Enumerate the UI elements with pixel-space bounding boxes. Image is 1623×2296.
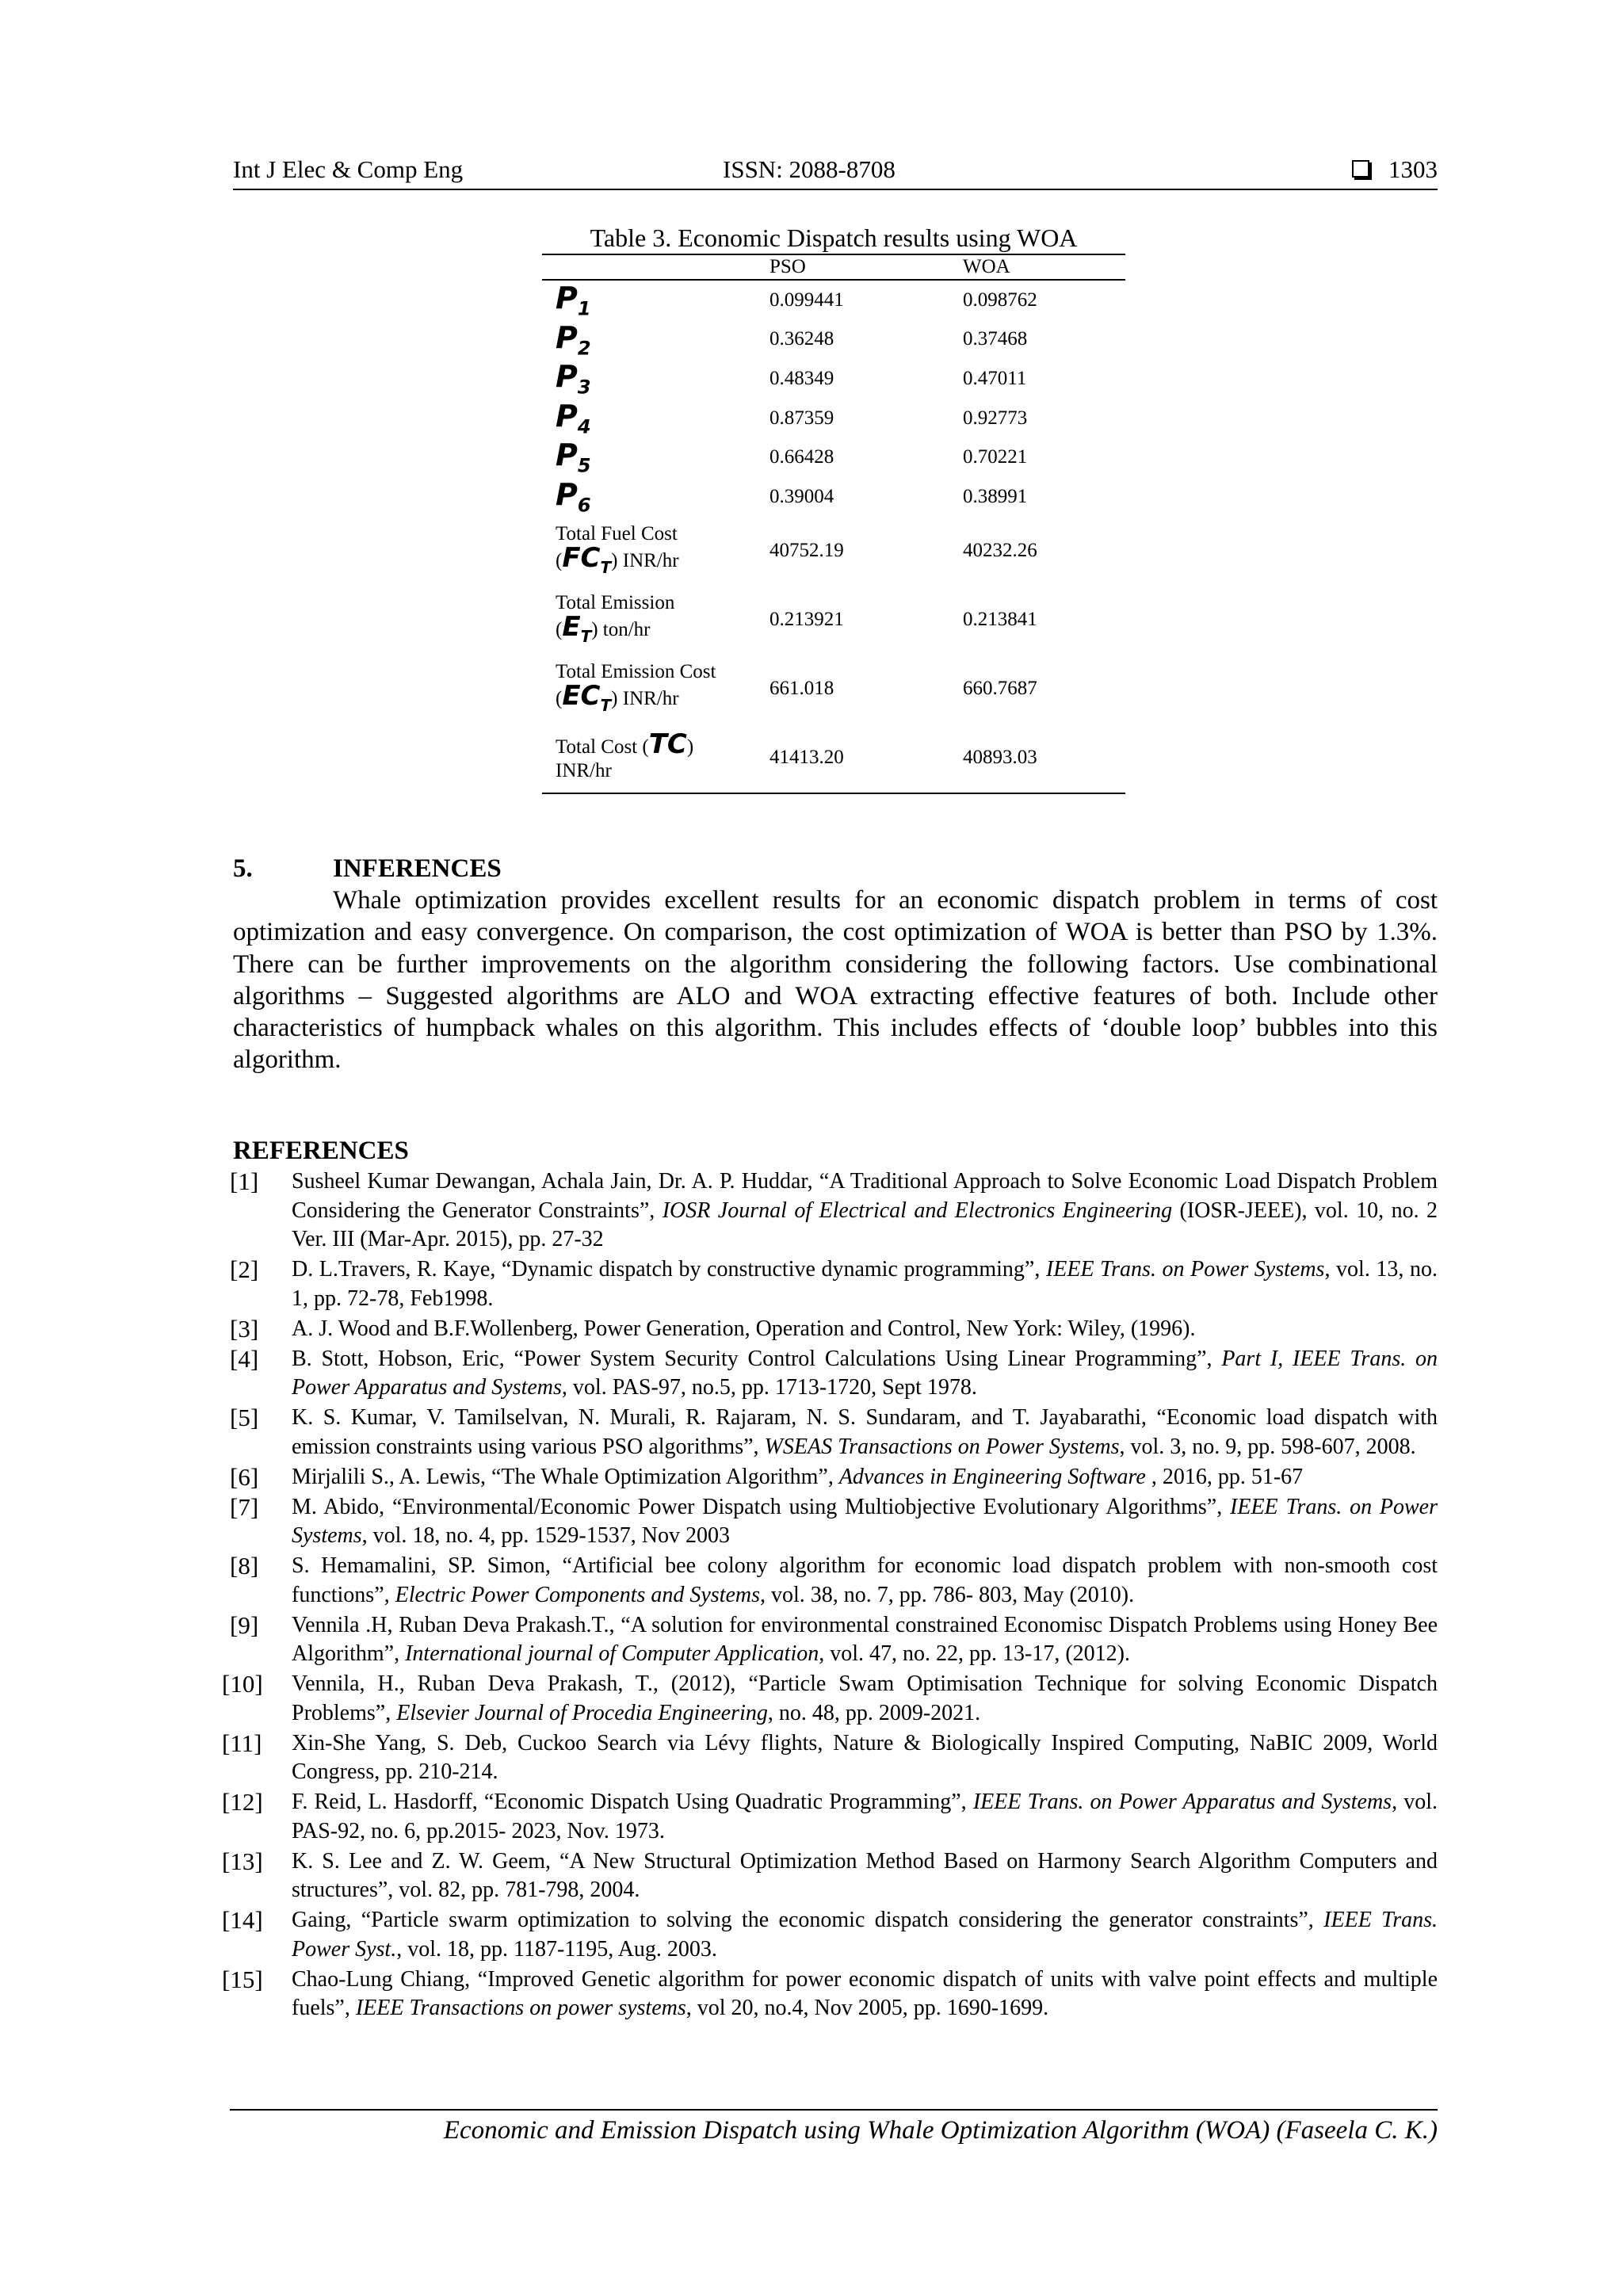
pso-value: 0.39004 [769,485,834,507]
pso-value: 0.66428 [769,446,834,468]
reference-item: [10] Vennila, H., Ruban Deva Prakash, T., (2012), “Particle Swam Optimisation Technique for solving Economic Dispatch Problems”, Elsevier Journal of Procedia Engineering, no. 48, pp. 2009-2021. [222,1670,1438,1725]
reference-number: [9] [230,1610,259,1639]
table-row [542,477,1125,517]
row-label: Total Cost (TC) INR/hr [542,724,769,793]
table-header-row [542,254,1125,280]
power-symbol: $P_5$ [556,437,591,477]
pso-value: 40752.19 [769,540,844,562]
woa-value: 40232.26 [963,540,1037,562]
power-symbol: $P_3$ [556,359,591,399]
reference-number: [7] [230,1492,259,1521]
power-symbol: $P_1$ [556,281,591,320]
reference-number: [2] [230,1255,259,1283]
column-header-pso: PSO [769,254,963,280]
reference-number: [14] [222,1906,263,1934]
reference-number: [8] [230,1552,259,1580]
running-footer: Economic and Emission Dispatch using Whale Optimization Algorithm (WOA) (Faseela C. K.) [443,2116,1438,2145]
woa-value: 0.47011 [963,367,1027,389]
row-label [542,399,769,438]
table-row [542,586,1125,655]
reference-number: [11] [222,1729,262,1757]
power-symbol: $P_4$ [556,398,591,438]
table-row [542,655,1125,724]
emission-cost-symbol: $EC_T$ [562,680,612,715]
woa-value: 0.38991 [963,485,1028,507]
fuel-cost-label: Total Fuel Cost [556,523,678,545]
fuel-cost-symbol: $FC_T$ [562,542,612,577]
footer-rule [230,2109,1438,2111]
emission-symbol: $E_T$ [562,611,592,646]
reference-item: [5] K. S. Kumar, V. Tamilselvan, N. Murali, R. Rajaram, N. S. Sundaram, and T. Jayabarathi, “Economic load dispatch with emission constraints using various PSO algorithms”, WSEAS Transactions on Power Systems, vol. 3, no. 9, pp. 598-607, 2008. [230,1404,1438,1459]
references-heading: REFERENCES [233,1137,409,1165]
woa-value: 0.70221 [963,446,1028,468]
reference-number: [5] [230,1404,259,1431]
section-heading-inferences [233,854,502,884]
running-header [233,154,1438,190]
row-label [542,437,769,477]
table-row [542,724,1125,793]
woa-value: 0.92773 [963,407,1028,429]
reference-number: [15] [222,1965,263,1993]
reference-number: [4] [230,1344,259,1373]
reference-number: [13] [222,1847,263,1875]
row-label [542,477,769,517]
woa-value: 660.7687 [963,678,1037,700]
row-label [542,280,769,320]
pso-value: 0.213921 [769,609,844,631]
references-list [222,1167,1438,2024]
reference-item: [3] A. J. Wood and B.F.Wollenberg, Power Generation, Operation and Control, New York: Wiley, (1996). [230,1314,1196,1343]
table-caption: Table 3. Economic Dispatch results using WOA [590,223,1078,252]
row-label: Total Fuel Cost $(FC_T)$ INR/hr [542,517,769,586]
reference-item: [9] Vennila .H, Ruban Deva Prakash.T., “A solution for environmental constrained Economisc Dispatch Problems using Honey Bee Algorithm”, International journal of Computer Application, vol. 47, no. 22, pp. 13-17, (2012). [230,1610,1438,1666]
emission-cost-label: Total Emission Cost [556,661,716,683]
pso-value: 0.87359 [769,407,834,429]
row-label [542,320,769,360]
pso-value: 0.36248 [769,328,834,350]
reference-item: [8] S. Hemamalini, SP. Simon, “Artificial bee colony algorithm for economic load dispatch problem with non-smooth cost functions”, Electric Power Components and Systems, vol. 38, no. 7, pp. 786- 803, May (2010). [230,1552,1438,1607]
emission-label: Total Emission [556,592,675,614]
row-label: Total Emission Cost $(EC_T)$ INR/hr [542,655,769,724]
column-header-woa: WOA [963,254,1125,280]
table-row [542,359,1125,399]
reference-item: [15] Chao-Lung Chiang, “Improved Genetic algorithm for power economic dispatch of units with valve point effects and multiple fuels”, IEEE Transactions on power systems, vol 20, no.4, Nov 2005, pp. 1690-1699. [222,1965,1438,2020]
issn: ISSN: 2088-8708 [723,155,896,183]
table-row [542,437,1125,477]
woa-value: 40893.03 [963,724,1125,793]
woa-value: 0.37468 [963,328,1028,350]
reference-item: [6] Mirjalili S., A. Lewis, “The Whale Optimization Algorithm”, Advances in Engineering Software , 2016, pp. 51-67 [230,1462,1304,1491]
reference-item: [7] M. Abido, “Environmental/Economic Power Dispatch using Multiobjective Evolutionary Algorithms”, IEEE Trans. on Power Systems, vol. 18, no. 4, pp. 1529-1537, Nov 2003 [230,1492,1438,1548]
power-symbol: $P_6$ [556,476,591,517]
row-label: Total Emission $(E_T)$ ton/hr [542,586,769,655]
reference-item: [4] B. Stott, Hobson, Eric, “Power System Security Control Calculations Using Linear Programming”, Part I, IEEE Trans. on Power Apparatus and Systems, vol. PAS-97, no.5, pp. 1713-1720, Sept 1978. [230,1344,1438,1400]
reference-item: [14] Gaing, “Particle swarm optimization to solving the economic dispatch considering the generator constraints”, IEEE Trans. Power Syst., vol. 18, pp. 1187-1195, Aug. 2003. [222,1906,1438,1962]
pso-value: 661.018 [769,678,834,700]
reference-number: [6] [230,1462,259,1491]
reference-item: [11] Xin-She Yang, S. Deb, Cuckoo Search via Lévy flights, Nature & Biologically Inspired Computing, NaBIC 2009, World Congress, pp. 210-214. [222,1729,1438,1784]
total-cost-unit: INR/hr [556,760,612,782]
reference-item: [12] F. Reid, L. Hasdorff, “Economic Dispatch Using Quadratic Programming”, IEEE Trans. on Power Apparatus and Systems, vol. PAS-92, no. 6, pp.2015- 2023, Nov. 1973. [222,1788,1438,1843]
page-number: 1303 [1388,155,1438,183]
power-symbol: $P_2$ [556,319,591,360]
inferences-paragraph: Whale optimization provides excellent results for an economic dispatch problem in terms of cost optimization and easy convergence. On comparison, the cost optimization of WOA is better than PSO by 1.3%. There can be further improvements on the algorithm considering the following factors. Use combinational algorithms – Suggested algorithms are ALO and WOA extracting effective features of both. Include other characteristics of humpback whales on this algorithm. This includes effects of ‘double loop’ bubbles into this algorithm. [233,886,1438,1075]
pso-value: 41413.20 [769,724,963,793]
column-header-label [542,254,769,280]
woa-value: 0.213841 [963,609,1037,631]
square-icon [1352,160,1369,178]
journal-name: Int J Elec & Comp Eng [233,155,464,183]
results-table-block [542,222,1125,794]
reference-number: [1] [230,1167,259,1195]
table-row [542,517,1125,586]
woa-value: 0.098762 [963,288,1037,311]
table-row [542,280,1125,320]
section-title: INFERENCES [333,854,502,883]
results-table [542,254,1125,794]
table-row [542,320,1125,360]
total-cost-symbol: TC [648,728,687,761]
reference-number: [10] [222,1670,263,1698]
table-row [542,399,1125,438]
pso-value: 0.099441 [769,288,844,311]
pso-value: 0.48349 [769,367,834,389]
row-label [542,359,769,399]
total-cost-label: Total Cost ( [556,736,649,758]
reference-item: [1] Susheel Kumar Dewangan, Achala Jain, Dr. A. P. Huddar, “A Traditional Approach to Solve Economic Load Dispatch Problem Considering the Generator Constraints”, IOSR Journal of Electrical and Electronics Engineering (IOSR-JEEE), vol. 10, no. 2 Ver. III (Mar-Apr. 2015), pp. 27-32 [230,1167,1438,1251]
section-number: 5. [233,854,253,883]
reference-item: [2] D. L.Travers, R. Kaye, “Dynamic dispatch by constructive dynamic programming”, IEEE Trans. on Power Systems, vol. 13, no. 1, pp. 72-78, Feb1998. [230,1255,1438,1311]
reference-number: [3] [230,1314,259,1343]
reference-item: [13] K. S. Lee and Z. W. Geem, “A New Structural Optimization Method Based on Harmony Search Algorithm Computers and structures”, vol. 82, pp. 781-798, 2004. [222,1847,1438,1902]
reference-number: [12] [222,1788,263,1816]
